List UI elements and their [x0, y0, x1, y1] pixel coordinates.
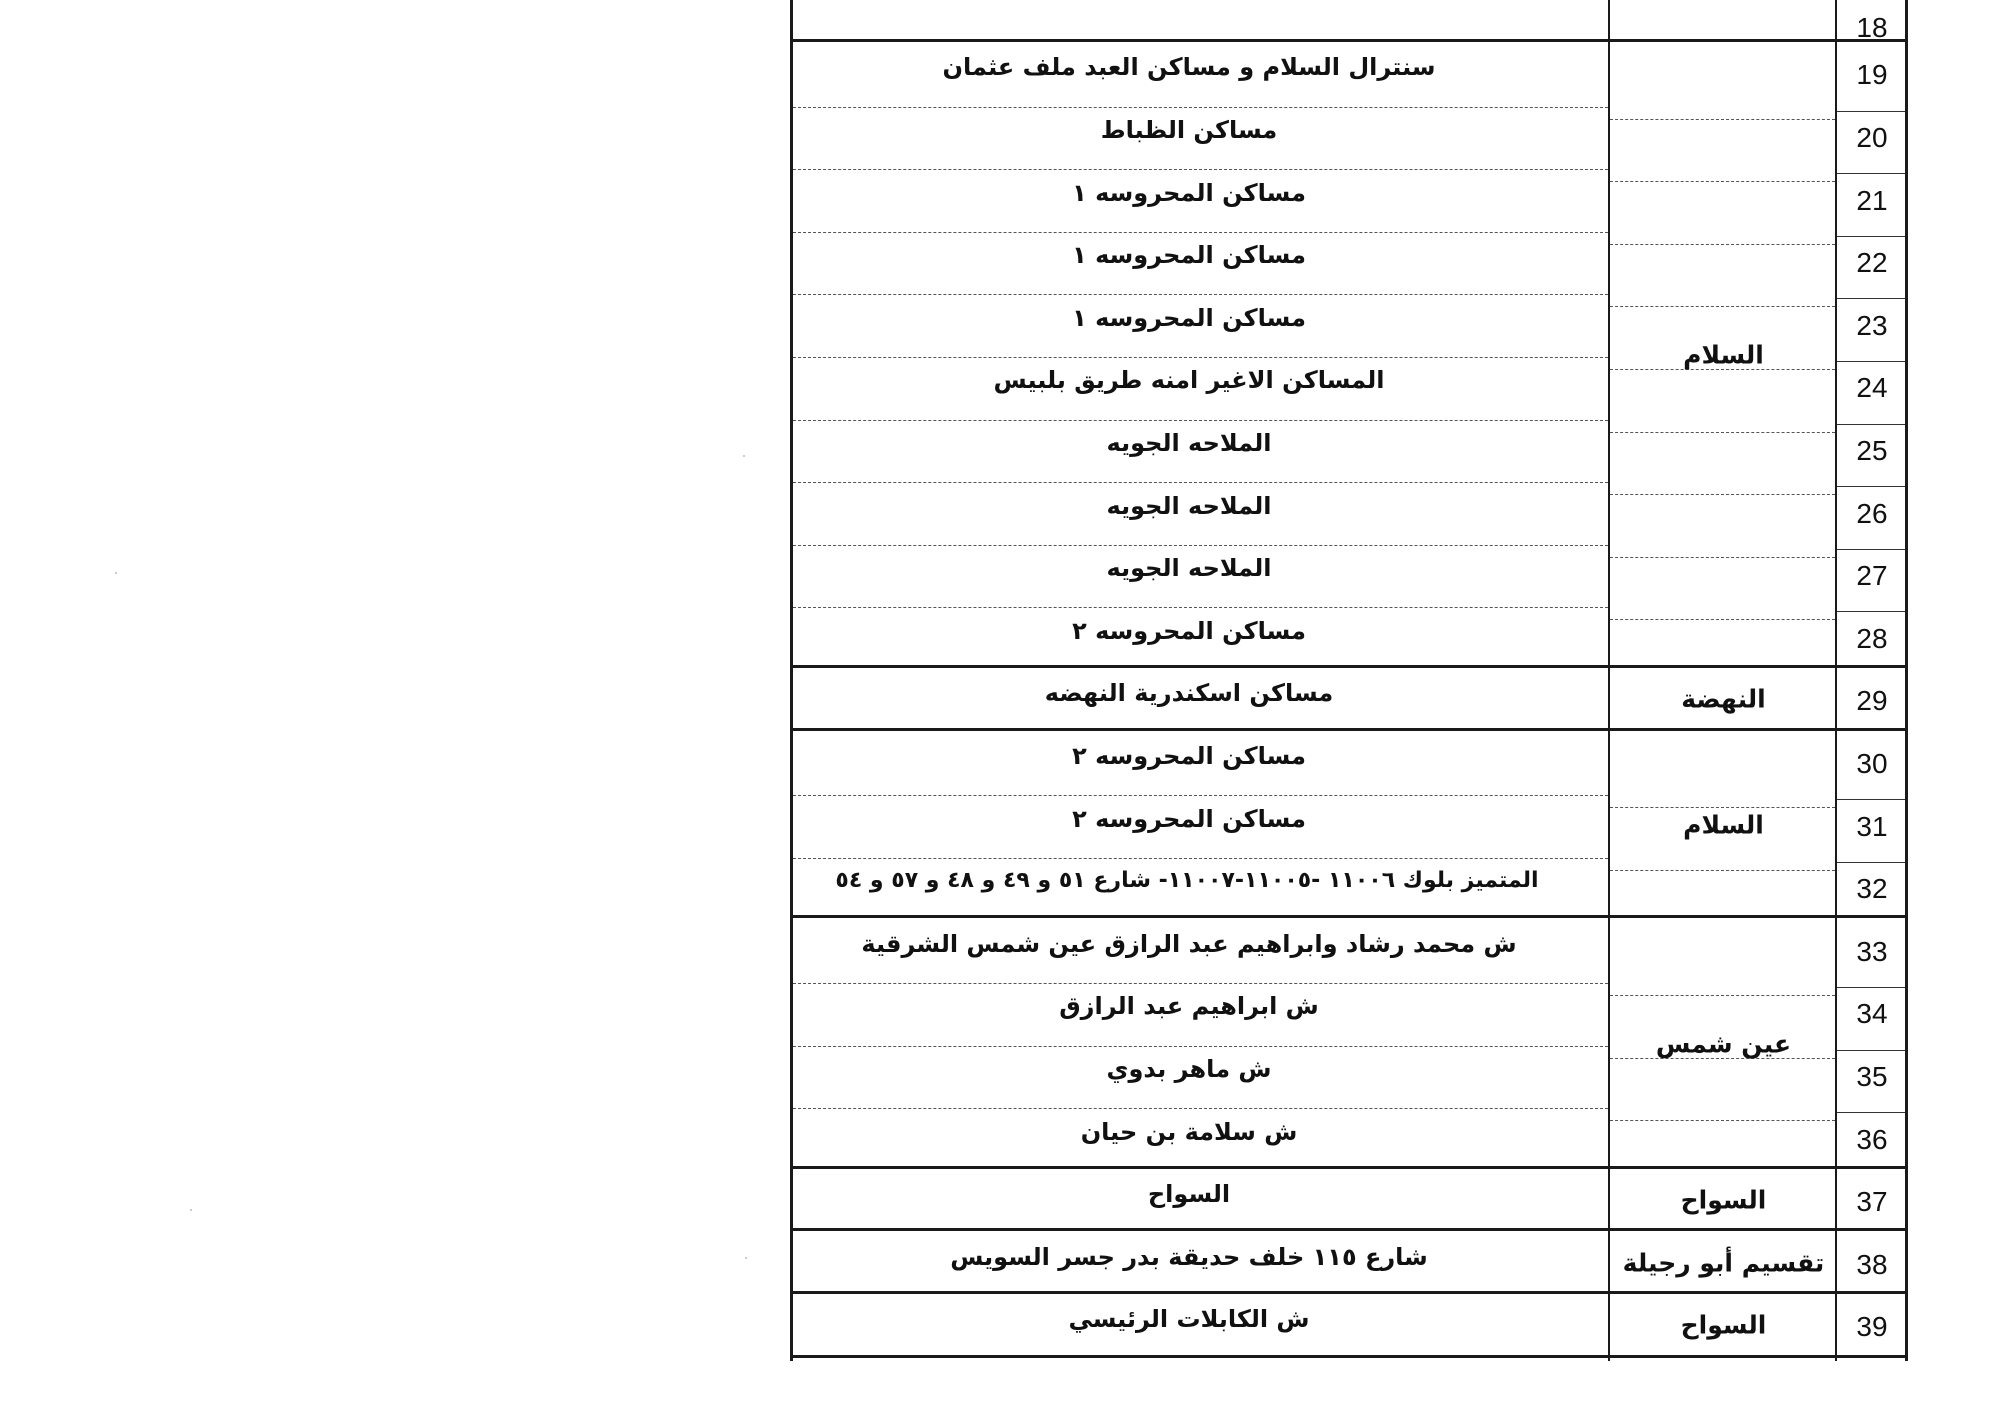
group-separator	[790, 1228, 1908, 1231]
row-separator	[1610, 557, 1835, 558]
district-name: النهضة	[1681, 684, 1766, 714]
row-number: 32	[1856, 873, 1888, 905]
location-name: مساكن المحروسه ١	[1072, 178, 1306, 207]
group-separator	[790, 915, 1908, 918]
row-number: 33	[1856, 935, 1888, 967]
row-separator	[1837, 236, 1905, 237]
location-name: مساكن المحروسه ١	[1072, 241, 1306, 270]
column-divider	[1835, 0, 1837, 1361]
row-number: 31	[1856, 810, 1888, 842]
scan-speck	[743, 455, 745, 457]
row-separator	[793, 169, 1608, 170]
row-separator	[793, 1046, 1608, 1047]
location-name: ش ماهر بدوي	[1106, 1054, 1272, 1083]
row-number: 39	[1856, 1311, 1888, 1343]
location-name: المتميز بلوك ١١٠٠٦ -١١٠٠٥-١١٠٠٧- شارع ٥١ و ٤٩ و ٤٨ و ٥٧ و ٥٤	[835, 868, 1539, 894]
group-separator	[790, 728, 1908, 731]
row-separator	[793, 294, 1608, 295]
row-separator	[793, 1108, 1608, 1109]
location-name: ش سلامة بن حيان	[1080, 1117, 1298, 1146]
row-separator	[793, 107, 1608, 108]
row-number: 24	[1856, 372, 1888, 404]
location-name: مساكن اسكندرية النهضه	[1044, 679, 1334, 708]
row-separator	[1610, 619, 1835, 620]
table-border-right	[1905, 0, 1908, 1361]
row-separator	[793, 232, 1608, 233]
row-number: 21	[1856, 184, 1888, 216]
row-separator	[1610, 244, 1835, 245]
row-separator	[793, 983, 1608, 984]
district-name: عين شمس	[1655, 1029, 1792, 1059]
group-separator	[790, 665, 1908, 668]
location-name: ش ابراهيم عبد الرازق	[1059, 992, 1319, 1021]
row-number: 26	[1856, 497, 1888, 529]
row-number: 18	[1856, 12, 1888, 43]
location-name: السواح	[1147, 1180, 1231, 1209]
row-number: 28	[1856, 622, 1888, 654]
scan-speck	[115, 572, 117, 574]
row-number: 23	[1856, 309, 1888, 341]
table-border-bottom	[790, 1355, 1908, 1358]
row-separator	[1610, 995, 1835, 996]
scan-speck	[190, 1209, 192, 1211]
row-separator	[1610, 870, 1835, 871]
location-name: مساكن المحروسه ٢	[1072, 741, 1306, 770]
row-separator	[793, 858, 1608, 859]
row-separator	[1610, 306, 1835, 307]
row-number: 34	[1856, 998, 1888, 1030]
location-name: مساكن المحروسه ٢	[1072, 616, 1306, 645]
row-separator	[793, 357, 1608, 358]
location-name: الملاحه الجويه	[1106, 554, 1272, 583]
location-name: مساكن الظباط	[1100, 115, 1278, 144]
row-separator	[1610, 181, 1835, 182]
group-separator	[790, 1166, 1908, 1169]
location-name: ش محمد رشاد وابراهيم عبد الرازق عين شمس الشرقية	[861, 929, 1517, 958]
district-name: تقسيم أبو رجيلة	[1622, 1248, 1825, 1278]
row-separator	[1837, 424, 1905, 425]
location-name: سنترال السلام و مساكن العبد ملف عثمان	[942, 53, 1436, 82]
row-separator	[1837, 1050, 1905, 1051]
row-separator	[793, 545, 1608, 546]
row-separator	[1837, 361, 1905, 362]
column-divider	[1608, 0, 1610, 1361]
scan-speck	[745, 1257, 747, 1259]
row-number: 38	[1856, 1248, 1888, 1280]
row-number: 30	[1856, 747, 1888, 779]
row-number: 20	[1856, 121, 1888, 153]
row-separator	[1837, 549, 1905, 550]
row-number: 37	[1856, 1186, 1888, 1218]
row-separator	[1837, 987, 1905, 988]
location-name: مساكن المحروسه ٢	[1072, 804, 1306, 833]
district-name: السواح	[1680, 1185, 1767, 1215]
row-separator	[793, 607, 1608, 608]
location-name: مساكن المحروسه ١	[1072, 303, 1306, 332]
row-separator	[1837, 111, 1905, 112]
row-separator	[1610, 807, 1835, 808]
district-name: السواح	[1680, 1310, 1767, 1340]
row-separator	[1837, 486, 1905, 487]
row-separator	[793, 420, 1608, 421]
district-name: السلام	[1683, 810, 1764, 839]
row-number: 36	[1856, 1123, 1888, 1155]
row-number: 25	[1856, 434, 1888, 466]
location-name: الملاحه الجويه	[1106, 491, 1272, 520]
location-name: شارع ١١٥ خلف حديقة بدر جسر السويس	[950, 1242, 1428, 1271]
table-border-left	[790, 0, 793, 1361]
row-separator	[1610, 1120, 1835, 1121]
location-name: الملاحه الجويه	[1106, 428, 1272, 457]
row-separator	[1610, 432, 1835, 433]
row-number: 27	[1856, 560, 1888, 592]
row-number: 22	[1856, 247, 1888, 279]
row-separator	[1610, 494, 1835, 495]
district-name: السلام	[1683, 340, 1764, 370]
row-separator	[1837, 298, 1905, 299]
row-separator	[1610, 119, 1835, 120]
row-number: 35	[1856, 1060, 1888, 1092]
row-separator	[1837, 1112, 1905, 1113]
location-name: ش الكابلات الرئيسي	[1068, 1305, 1310, 1334]
group-separator	[790, 1291, 1908, 1294]
row-separator	[793, 482, 1608, 483]
row-separator	[1837, 611, 1905, 612]
row-number: 29	[1856, 685, 1888, 717]
group-separator	[790, 39, 1908, 42]
row-separator	[793, 795, 1608, 796]
row-separator	[1837, 862, 1905, 863]
row-separator	[1837, 173, 1905, 174]
location-name: المساكن الاغير امنه طريق بلبيس	[993, 366, 1385, 395]
row-separator	[1837, 799, 1905, 800]
row-number: 19	[1856, 59, 1888, 91]
